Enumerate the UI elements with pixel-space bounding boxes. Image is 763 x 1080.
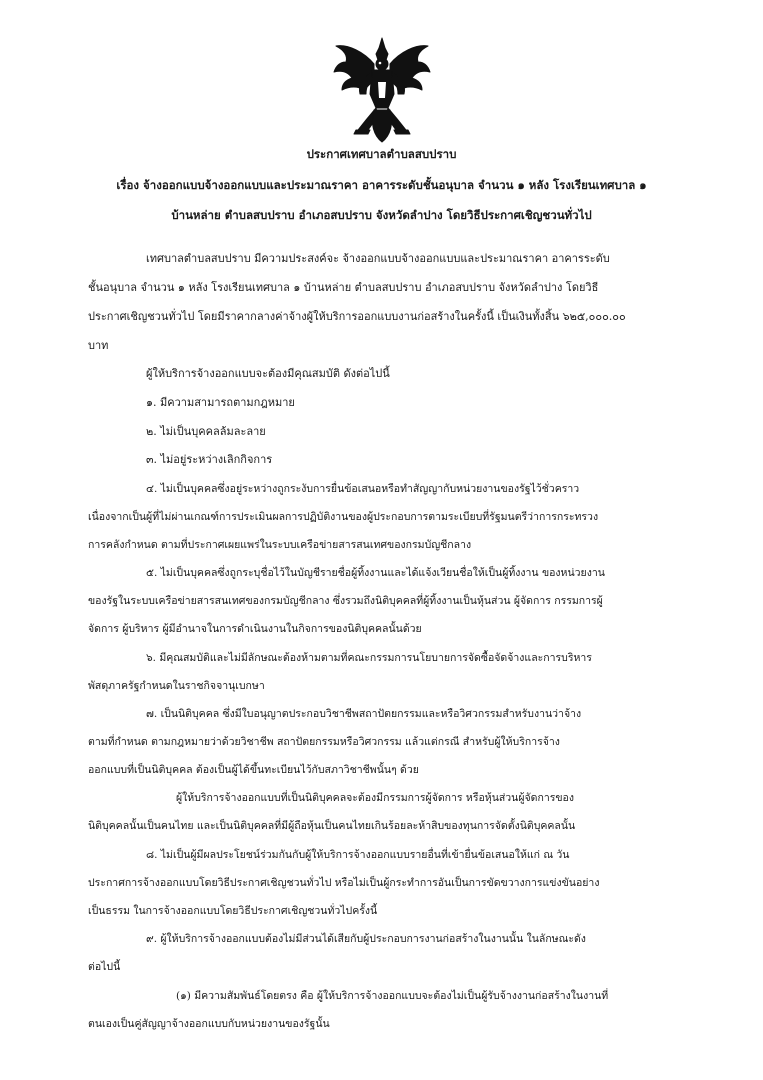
intro-line-3: ประกาศเชิญชวนทั่วไป โดยมีราคากลางค่าจ้างผู้ให้บริการออกแบบงานก่อสร้างในครั้งนี้ เป็นเงินทั้งสิ้น ๖๒๕,๐๐๐.๐๐ — [88, 310, 626, 323]
qualification-5-line-3: จัดการ ผู้บริหาร ผู้มีอำนาจในการดำเนินงานในกิจการของนิติบุคคลนั้นด้วย — [88, 623, 422, 635]
announcement-heading: ประกาศเทศบาลตำบลสบปราบ — [306, 147, 457, 161]
qualification-5-line-2: ของรัฐในระบบเครือข่ายสารสนเทศของกรมบัญชีกลาง ซึ่งรวมถึงนิติบุคคลที่ผู้ทิ้งงานเป็นหุ้นส่วน ผู้จัดการ กรรมการผู้ — [88, 595, 603, 607]
qualification-8-line-3: เป็นธรรม ในการจ้างออกแบบโดยวิธีประกาศเชิญชวนทั่วไปครั้งนี้ — [88, 905, 378, 917]
qualification-1: ๑. มีความสามารถตามกฎหมาย — [146, 396, 295, 409]
qualification-7-line-1: ๗. เป็นนิติบุคคล ซึ่งมีใบอนุญาตประกอบวิชาชีพสถาปัตยกรรมและหรือวิศวกรรมสำหรับงานว่าจ้าง — [146, 708, 582, 720]
qualification-5-line-1: ๕. ไม่เป็นบุคคลซึ่งถูกระบุชื่อไว้ในบัญชีรายชื่อผู้ทิ้งงานและได้แจ้งเวียนชื่อให้เป็นผู้ทิ้งงาน ของหน่วยงาน — [146, 567, 605, 579]
qualification-6-line-2: พัสดุภาครัฐกำหนดในราชกิจจานุเบกษา — [88, 680, 265, 692]
qualification-4-line-2: เนื่องจากเป็นผู้ที่ไม่ผ่านเกณฑ์การประเมินผลการปฏิบัติงานของผู้ประกอบการตามระเบียบที่รัฐมนตรีว่าการกระทรวง — [88, 511, 599, 523]
qualification-8-line-1: ๘. ไม่เป็นผู้มีผลประโยชน์ร่วมกันกับผู้ให้บริการจ้างออกแบบรายอื่นที่เข้ายื่นข้อเสนอให้แก่ ณ วัน — [146, 849, 570, 861]
intro-line-2: ชั้นอนุบาล จำนวน ๑ หลัง โรงเรียนเทศบาล ๑ บ้านหล่าย ตำบลสบปราบ อำเภอสบปราบ จังหวัดลำปาง โดยวิธี — [88, 281, 599, 294]
garuda-emblem-icon — [330, 34, 434, 144]
qualification-7-line-2: ตามที่กำหนด ตามกฎหมายว่าด้วยวิชาชีพ สถาปัตยกรรมหรือวิศวกรรม แล้วแต่กรณี สำหรับผู้ให้บริการจ้าง — [88, 736, 560, 748]
qualifications-intro: ผู้ให้บริการจ้างออกแบบจะต้องมีคุณสมบัติ ดังต่อไปนี้ — [146, 367, 390, 380]
qualification-6-line-1: ๖. มีคุณสมบัติและไม่มีลักษณะต้องห้ามตามที่คณะกรรมการนโยบายการจัดซื้อจัดจ้างและการบริหาร — [146, 652, 592, 664]
sub-item-1-line-1: (๑) มีความสัมพันธ์โดยตรง คือ ผู้ให้บริการจ้างออกแบบจะต้องไม่เป็นผู้รับจ้างงานก่อสร้างในงานที่ — [176, 990, 609, 1002]
qualification-2: ๒. ไม่เป็นบุคคลล้มละลาย — [146, 425, 266, 438]
qualification-4-line-3: การคลังกำหนด ตามที่ประกาศเผยแพร่ในระบบเครือข่ายสารสนเทศของกรมบัญชีกลาง — [88, 539, 472, 551]
qualification-3: ๓. ไม่อยู่ระหว่างเลิกกิจการ — [146, 453, 273, 466]
qualification-9-line-2: ต่อไปนี้ — [88, 961, 121, 973]
subject-line-1: เรื่อง จ้างออกแบบจ้างออกแบบและประมาณราคา อาคารระดับชั้นอนุบาล จำนวน ๑ หลัง โรงเรียนเทศบาล ๑ — [116, 178, 647, 192]
juristic-person-line-2: นิติบุคคลนั้นเป็นคนไทย และเป็นนิติบุคคลที่มีผู้ถือหุ้นเป็นคนไทยเกินร้อยละห้าสิบของทุนการจัดตั้งนิติบุคคลนั้น — [88, 820, 576, 832]
subject-line-2: บ้านหล่าย ตำบลสบปราบ อำเภอสบปราบ จังหวัดลำปาง โดยวิธีประกาศเชิญชวนทั่วไป — [171, 208, 592, 222]
juristic-person-line-1: ผู้ให้บริการจ้างออกแบบที่เป็นนิติบุคคลจะต้องมีกรรมการผู้จัดการ หรือหุ้นส่วนผู้จัดการของ — [176, 792, 574, 804]
qualification-4-line-1: ๔. ไม่เป็นบุคคลซึ่งอยู่ระหว่างถูกระงับการยื่นข้อเสนอหรือทำสัญญากับหน่วยงานของรัฐไว้ชั่วคราว — [146, 483, 580, 495]
qualification-7-line-3: ออกแบบที่เป็นนิติบุคคล ต้องเป็นผู้ได้ขึ้นทะเบียนไว้กับสภาวิชาชีพนั้นๆ ด้วย — [88, 764, 419, 776]
intro-line-4: บาท — [88, 339, 109, 352]
qualification-8-line-2: ประกาศการจ้างออกแบบโดยวิธีประกาศเชิญชวนทั่วไป หรือไม่เป็นผู้กระทำการอันเป็นการขัดขวางการแข่งขันอย่าง — [88, 877, 600, 889]
qualification-9-line-1: ๙. ผู้ให้บริการจ้างออกแบบต้องไม่มีส่วนได้เสียกับผู้ประกอบการงานก่อสร้างในงานนั้น ในลักษณะดัง — [146, 933, 586, 945]
sub-item-1-line-2: ตนเองเป็นคู่สัญญาจ้างออกแบบกับหน่วยงานของรัฐนั้น — [88, 1018, 330, 1030]
intro-line-1: เทศบาลตำบลสบปราบ มีความประสงค์จะ จ้างออกแบบจ้างออกแบบและประมาณราคา อาคารระดับ — [146, 252, 610, 265]
